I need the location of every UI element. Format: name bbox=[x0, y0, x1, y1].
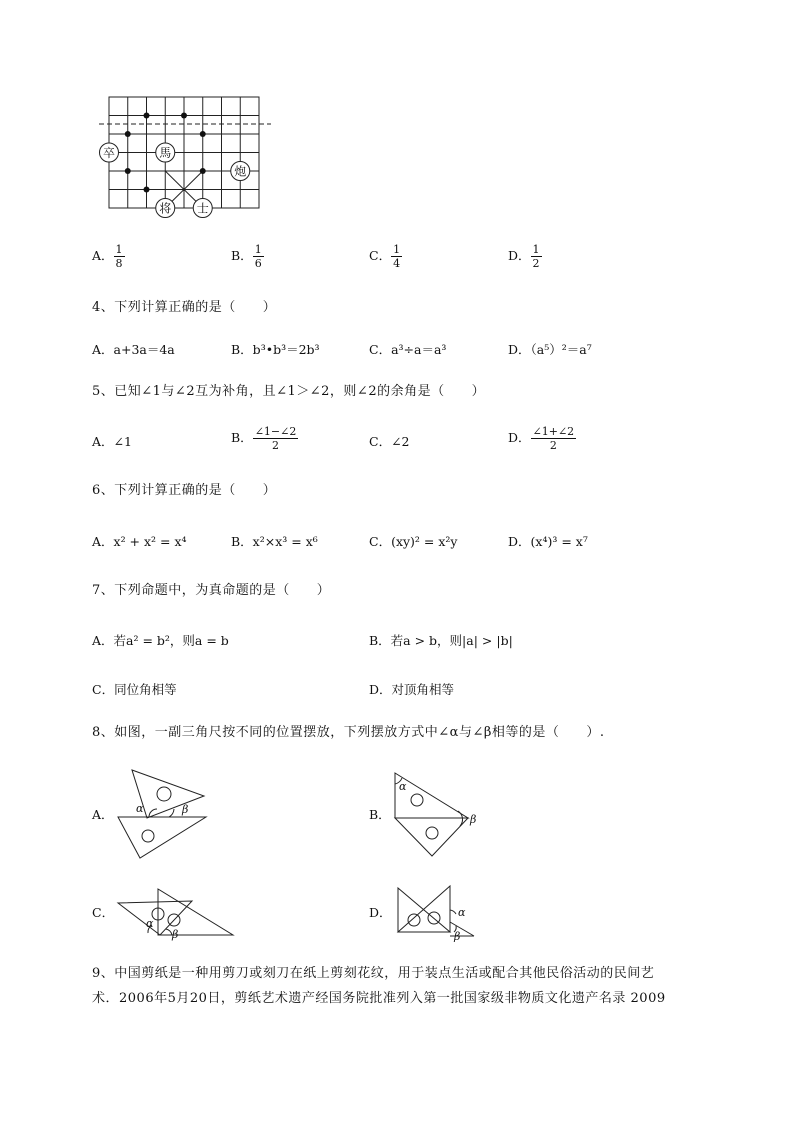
q8-d-beta: β bbox=[454, 930, 461, 942]
q8-option-d-label[interactable]: D． bbox=[369, 905, 392, 920]
q3-option-c[interactable]: C． $\frac{1}{4}$ bbox=[369, 243, 401, 270]
q6-option-b[interactable]: B．x²×x³ = x⁶ bbox=[231, 534, 318, 549]
q6-stem: 6、下列计算正确的是（ ） bbox=[92, 483, 277, 498]
q8-a-alpha: α bbox=[136, 802, 144, 815]
q4-stem: 4、下列计算正确的是（ ） bbox=[92, 300, 277, 315]
q5-stem: 5、已知∠1与∠2互为补角，且∠1＞∠2，则∠2的余角是（ ） bbox=[92, 384, 486, 399]
q8-option-b-label[interactable]: B． bbox=[369, 807, 391, 822]
q8-figure-d bbox=[390, 880, 490, 942]
q6-option-d[interactable]: D．(x⁴)³ = x⁷ bbox=[508, 534, 588, 549]
q9-line-2: 术．2006年5月20日，剪纸艺术遗产经国务院批准列入第一批国家级非物质文化遗产名录 2009 bbox=[92, 991, 666, 1006]
q7-option-a[interactable]: A．若a² = b²，则a = b bbox=[92, 633, 229, 648]
q4-option-c[interactable]: C．a³÷a＝a³ bbox=[369, 342, 447, 357]
q7-stem: 7、下列命题中，为真命题的是（ ） bbox=[92, 583, 331, 598]
chess-board-figure bbox=[95, 92, 275, 220]
q8-figure-b bbox=[390, 768, 490, 860]
q5-option-b[interactable]: B． $\frac{\angle 1-\angle 2}{2}$ bbox=[231, 425, 297, 452]
q8-stem: 8、如图，一副三角尺按不同的位置摆放，下列摆放方式中∠α与∠β相等的是（ ）. bbox=[92, 725, 605, 740]
q5-option-d[interactable]: D． $\frac{\angle 1+\angle 2}{2}$ bbox=[508, 425, 575, 452]
q7-option-d[interactable]: D．对顶角相等 bbox=[369, 682, 455, 697]
piece-zu: 卒 bbox=[102, 146, 116, 160]
q3-option-d[interactable]: D． $\frac{1}{2}$ bbox=[508, 243, 540, 270]
piece-shi: 士 bbox=[196, 201, 209, 216]
q8-b-alpha: α bbox=[399, 780, 407, 793]
q4-option-d[interactable]: D．（a⁵）²＝a⁷ bbox=[508, 342, 592, 357]
q6-option-c[interactable]: C．(xy)² = x²y bbox=[369, 534, 458, 549]
q7-option-b[interactable]: B．若a > b，则|a| > |b| bbox=[369, 633, 513, 648]
q3-option-b[interactable]: B． $\frac{1}{6}$ bbox=[231, 243, 262, 270]
q5-option-a[interactable]: A．∠1 bbox=[92, 434, 132, 449]
q9-line-1: 9、中国剪纸是一种用剪刀或刻刀在纸上剪刻花纹，用于装点生活或配合其他民俗活动的民间艺 bbox=[92, 966, 655, 981]
q4-option-b[interactable]: B．b³•b³＝2b³ bbox=[231, 342, 320, 357]
q8-figure-c bbox=[112, 883, 242, 943]
q8-option-a-label[interactable]: A． bbox=[92, 807, 114, 822]
q8-c-beta: β bbox=[172, 928, 179, 941]
q5-option-c[interactable]: C．∠2 bbox=[369, 434, 410, 449]
q8-option-c-label[interactable]: C． bbox=[92, 905, 115, 920]
q6-option-a[interactable]: A．x² + x² = x⁴ bbox=[92, 534, 187, 549]
q8-b-beta: β bbox=[470, 813, 477, 826]
q8-d-alpha: α bbox=[458, 906, 466, 919]
piece-jiang: 将 bbox=[159, 201, 172, 216]
q8-figure-a bbox=[112, 768, 212, 860]
q8-c-alpha: α bbox=[146, 917, 154, 930]
q7-option-c[interactable]: C．同位角相等 bbox=[92, 682, 177, 697]
q8-a-beta: β bbox=[182, 803, 189, 816]
piece-ma: 馬 bbox=[159, 146, 172, 160]
q3-option-a[interactable]: A． $\frac{1}{8}$ bbox=[92, 243, 123, 270]
q4-option-a[interactable]: A．a+3a＝4a bbox=[92, 342, 175, 357]
piece-pao: 炮 bbox=[234, 164, 247, 179]
